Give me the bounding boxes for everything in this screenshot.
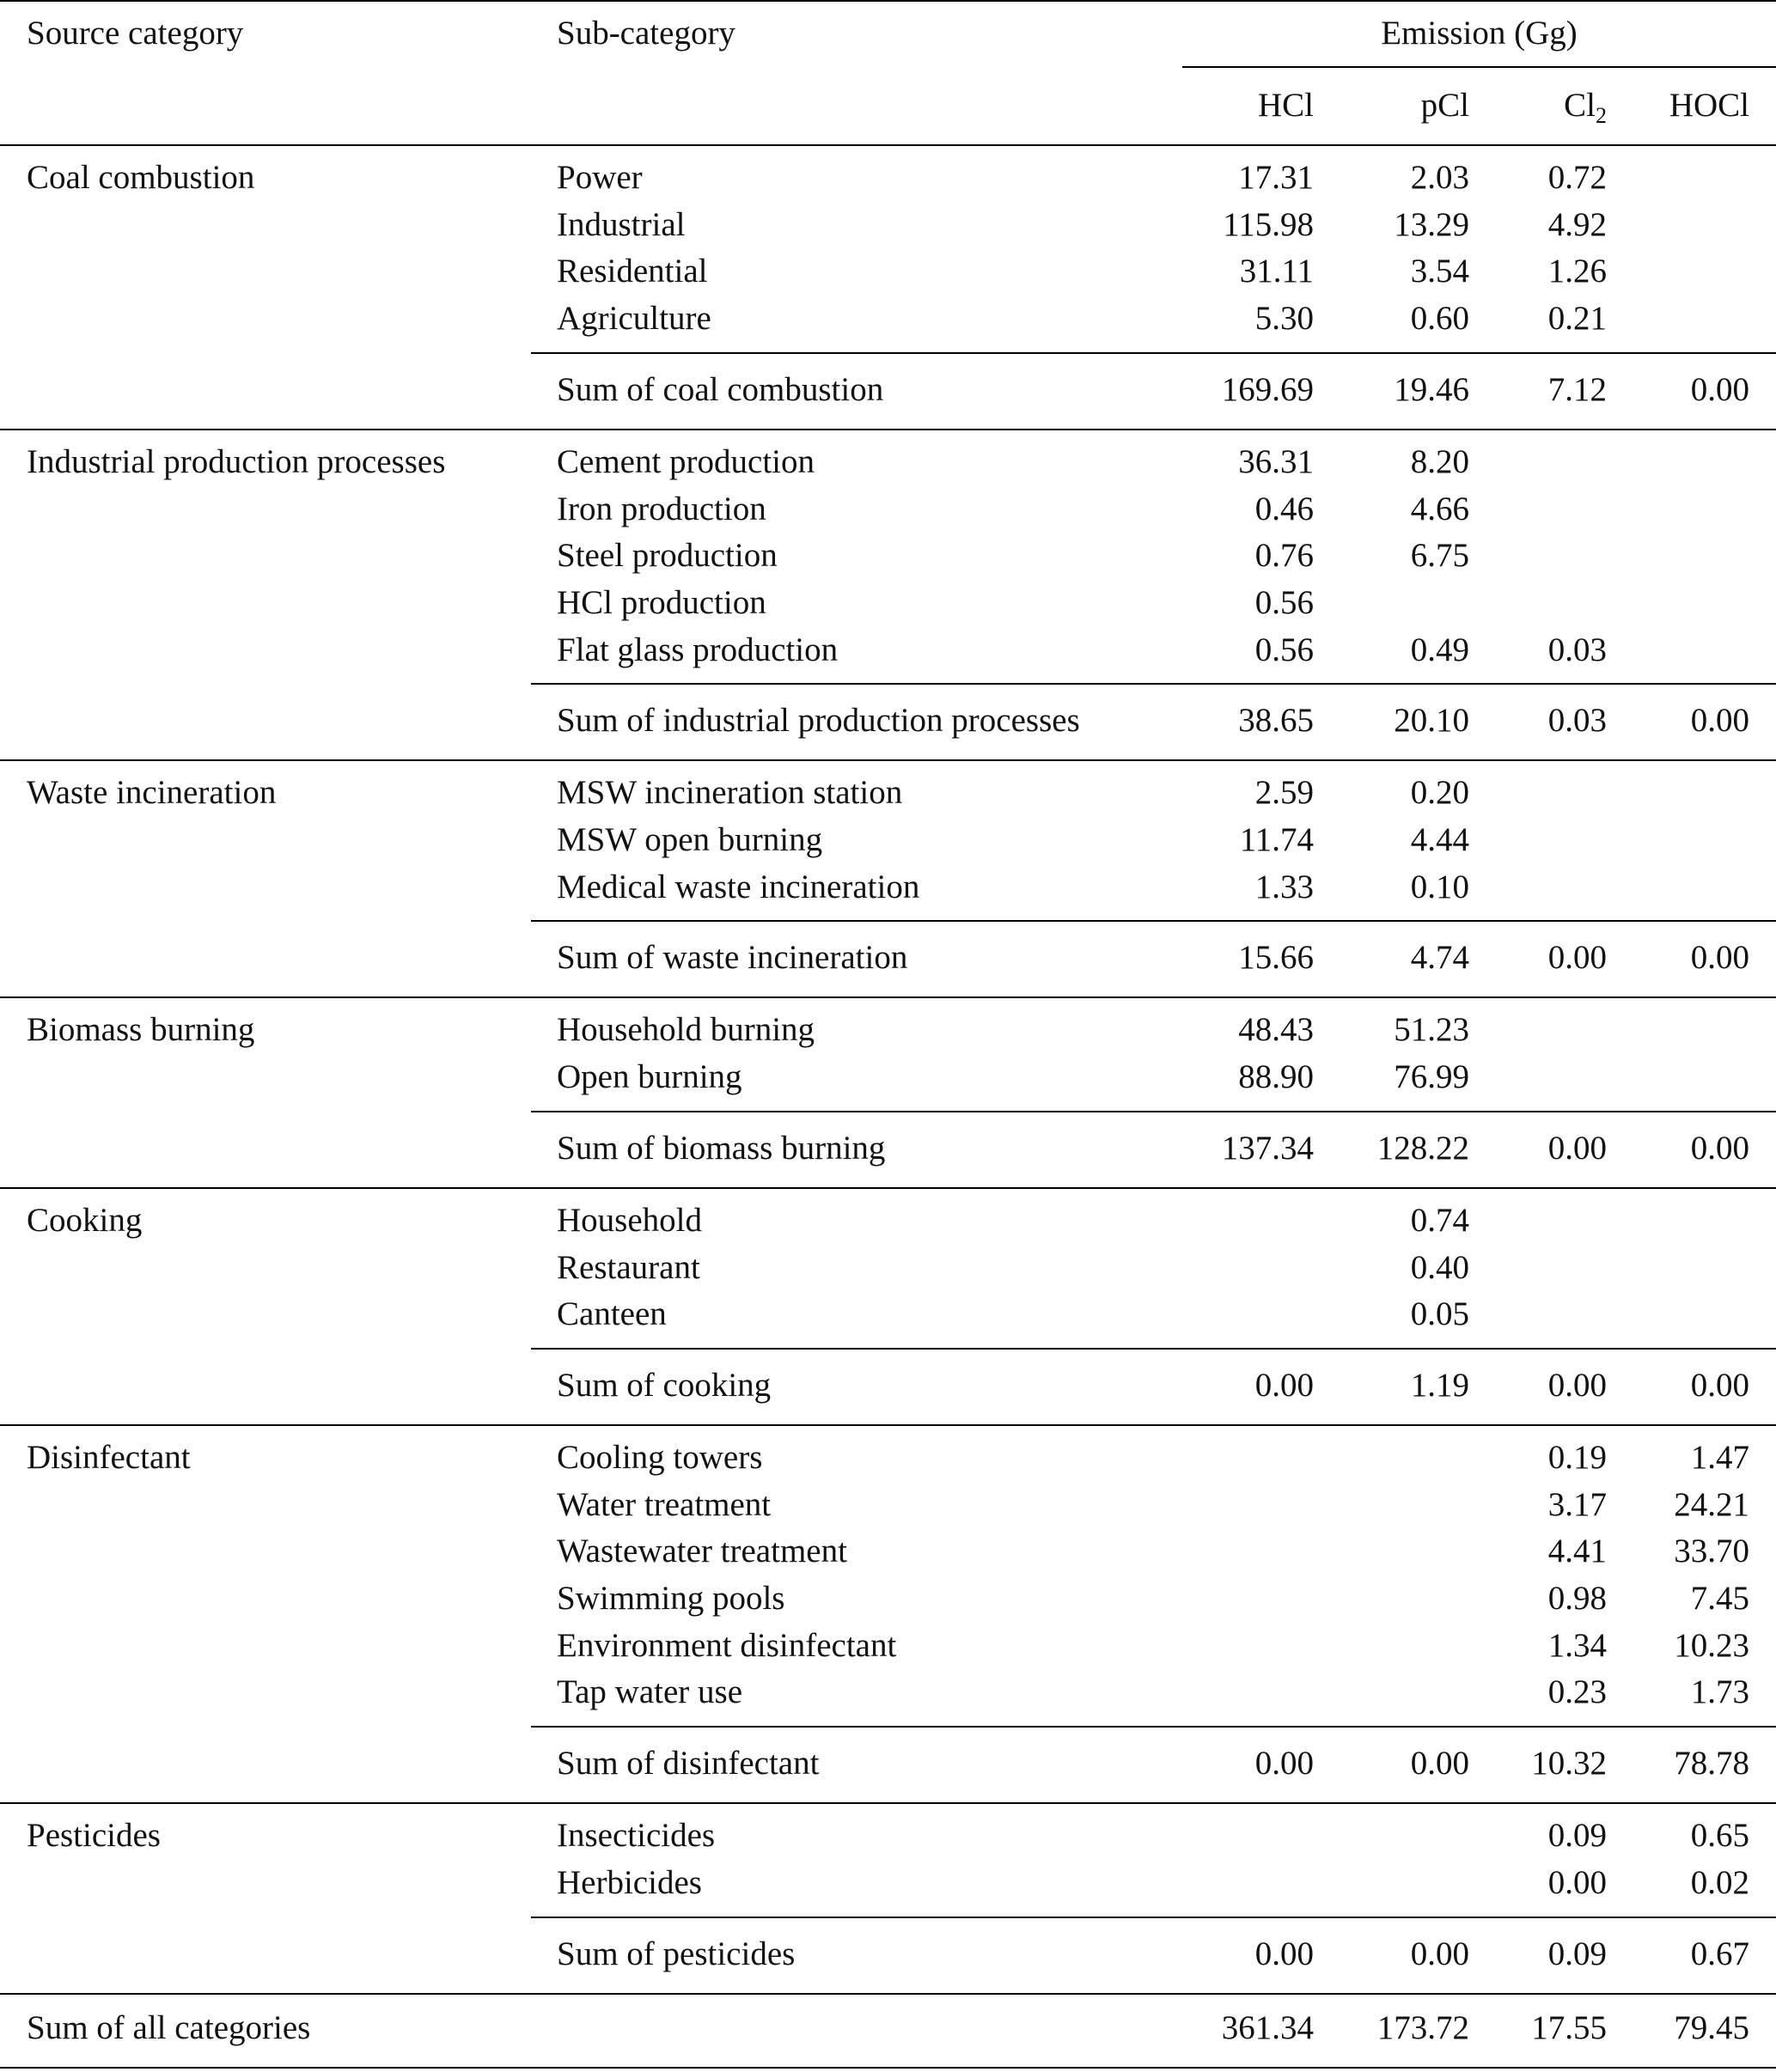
cl2-value: 0.72 xyxy=(1547,159,1607,196)
hocl-value: 0.02 xyxy=(1690,1863,1749,1901)
table-row xyxy=(0,155,1776,201)
table-row xyxy=(0,486,1776,533)
pcl-value: 8.20 xyxy=(1410,442,1469,480)
pcl-value: 4.66 xyxy=(1410,490,1469,527)
cl2-value: 0.03 xyxy=(1547,631,1607,668)
header-row-2 xyxy=(0,82,1776,129)
section-rule xyxy=(0,1802,1776,1804)
total-hocl: 79.45 xyxy=(1674,2008,1749,2046)
subtotal-row xyxy=(0,1740,1776,1787)
subtotal-label: Sum of disinfectant xyxy=(557,1745,820,1783)
pcl-value: 13.29 xyxy=(1394,205,1469,243)
subtotal-hcl: 0.00 xyxy=(1254,1366,1314,1404)
subtotal-row xyxy=(0,1362,1776,1409)
sub-category-label: Open burning xyxy=(557,1058,742,1096)
table-row xyxy=(0,770,1776,816)
pcl-value: 51.23 xyxy=(1394,1011,1469,1049)
sub-category-label: Industrial xyxy=(557,205,686,243)
subtotal-pcl: 4.74 xyxy=(1410,939,1469,977)
subtotal-pcl: 20.10 xyxy=(1394,702,1469,740)
table-row xyxy=(0,1197,1776,1244)
hcl-value: 1.33 xyxy=(1254,868,1314,905)
hcl-value: 0.76 xyxy=(1254,537,1314,575)
cl2-value: 3.17 xyxy=(1547,1485,1607,1523)
subtotal-label: Sum of pesticides xyxy=(557,1935,796,1972)
hcl-value: 11.74 xyxy=(1239,821,1314,858)
hcl-value: 2.59 xyxy=(1254,774,1314,812)
table-row xyxy=(0,248,1776,295)
subtotal-hocl: 0.00 xyxy=(1690,1366,1749,1404)
sub-category-label: Swimming pools xyxy=(557,1580,785,1617)
subtotal-rule xyxy=(531,683,1776,685)
hocl-value: 1.73 xyxy=(1690,1673,1749,1711)
top-rule xyxy=(0,0,1776,2)
subtotal-rule xyxy=(531,1917,1776,1918)
source-category-label: Industrial production processes xyxy=(27,442,446,480)
subtotal-hocl: 0.67 xyxy=(1690,1935,1749,1972)
sub-category-label: Agriculture xyxy=(557,300,711,338)
sub-category-label: Herbicides xyxy=(557,1863,702,1901)
subtotal-rule xyxy=(531,1111,1776,1112)
pcl-value: 2.03 xyxy=(1410,159,1469,196)
pcl-value: 0.60 xyxy=(1410,300,1469,338)
subtotal-rule xyxy=(531,920,1776,922)
table-row xyxy=(0,1528,1776,1575)
sub-category-label: Insecticides xyxy=(557,1817,716,1855)
header-source-category: Source category xyxy=(27,15,244,52)
sub-category-label: Medical waste incineration xyxy=(557,868,920,905)
table-row xyxy=(0,202,1776,248)
header-pcl: pCl xyxy=(1420,87,1469,124)
sub-category-label: Restaurant xyxy=(557,1248,700,1286)
pcl-value: 0.49 xyxy=(1410,631,1469,668)
subtotal-hcl: 15.66 xyxy=(1238,939,1314,977)
table-row xyxy=(0,627,1776,673)
subtotal-rule xyxy=(531,1726,1776,1728)
table-row xyxy=(0,1291,1776,1338)
cl2-value: 1.34 xyxy=(1547,1626,1607,1664)
source-category-label: Waste incineration xyxy=(27,774,277,812)
subtotal-rule xyxy=(531,352,1776,354)
table-row xyxy=(0,1813,1776,1859)
source-category-label: Cooking xyxy=(27,1201,143,1239)
header-bottom-rule xyxy=(0,144,1776,146)
cl2-value: 0.00 xyxy=(1547,1863,1607,1901)
sub-category-label: Flat glass production xyxy=(557,631,839,668)
sub-category-label: HCl production xyxy=(557,583,766,621)
hocl-value: 24.21 xyxy=(1674,1485,1749,1523)
section-rule xyxy=(0,1993,1776,1995)
subtotal-label: Sum of cooking xyxy=(557,1366,772,1404)
subtotal-cl2: 0.03 xyxy=(1547,702,1607,740)
header-hcl: HCl xyxy=(1257,87,1314,124)
hocl-value: 1.47 xyxy=(1690,1438,1749,1476)
pcl-value: 0.05 xyxy=(1410,1295,1469,1333)
hcl-value: 0.56 xyxy=(1254,583,1314,621)
section-rule xyxy=(0,996,1776,998)
cl2-value: 4.41 xyxy=(1547,1533,1607,1570)
subtotal-hocl: 0.00 xyxy=(1690,370,1749,408)
source-category-label: Coal combustion xyxy=(27,159,255,196)
hocl-value: 33.70 xyxy=(1674,1533,1749,1570)
hcl-value: 36.31 xyxy=(1238,442,1314,480)
total-hcl: 361.34 xyxy=(1221,2008,1314,2046)
cl2-value: 0.23 xyxy=(1547,1673,1607,1711)
pcl-value: 3.54 xyxy=(1410,253,1469,290)
subtotal-label: Sum of coal combustion xyxy=(557,370,884,408)
table-row xyxy=(0,1575,1776,1622)
sub-category-label: Tap water use xyxy=(557,1673,743,1711)
subtotal-hocl: 78.78 xyxy=(1674,1745,1749,1783)
subtotal-hcl: 38.65 xyxy=(1238,702,1314,740)
table-row xyxy=(0,817,1776,863)
sub-category-label: Household burning xyxy=(557,1011,815,1049)
subtotal-cl2: 0.00 xyxy=(1547,1129,1607,1167)
pcl-value: 0.40 xyxy=(1410,1248,1469,1286)
subtotal-pcl: 128.22 xyxy=(1376,1129,1469,1167)
subtotal-row xyxy=(0,1125,1776,1172)
pcl-value: 76.99 xyxy=(1394,1058,1469,1096)
sub-category-label: MSW incineration station xyxy=(557,774,903,812)
section-rule xyxy=(0,1187,1776,1189)
total-cl2: 17.55 xyxy=(1531,2008,1607,2046)
sub-category-label: Water treatment xyxy=(557,1485,772,1523)
total-pcl: 173.72 xyxy=(1376,2008,1469,2046)
subtotal-cl2: 0.00 xyxy=(1547,939,1607,977)
pcl-value: 0.20 xyxy=(1410,774,1469,812)
table-row xyxy=(0,1860,1776,1906)
table-row xyxy=(0,1245,1776,1291)
sub-category-label: Power xyxy=(557,159,643,196)
hcl-value: 0.46 xyxy=(1254,490,1314,527)
table-row xyxy=(0,533,1776,579)
source-category-label: Biomass burning xyxy=(27,1011,255,1049)
subtotal-row xyxy=(0,1931,1776,1978)
sub-category-label: MSW open burning xyxy=(557,821,823,858)
source-category-label: Disinfectant xyxy=(27,1438,191,1476)
cl2-value: 4.92 xyxy=(1547,205,1607,243)
subtotal-row xyxy=(0,935,1776,981)
sub-category-label: Wastewater treatment xyxy=(557,1533,847,1570)
header-cl2 xyxy=(1564,82,1607,129)
pcl-value: 0.74 xyxy=(1410,1201,1469,1239)
subtotal-pcl: 0.00 xyxy=(1410,1935,1469,1972)
header-cl2-subscript: 2 xyxy=(1596,103,1607,128)
sub-category-label: Cooling towers xyxy=(557,1438,763,1476)
table-row xyxy=(0,1482,1776,1528)
hocl-value: 7.45 xyxy=(1690,1580,1749,1617)
pcl-value: 6.75 xyxy=(1410,537,1469,575)
header-hocl: HOCl xyxy=(1669,87,1749,124)
table-row xyxy=(0,1623,1776,1669)
subtotal-pcl: 0.00 xyxy=(1410,1745,1469,1783)
hcl-value: 0.56 xyxy=(1254,631,1314,668)
subtotal-hocl: 0.00 xyxy=(1690,1129,1749,1167)
subtotal-row xyxy=(0,367,1776,413)
hocl-value: 0.65 xyxy=(1690,1817,1749,1855)
subtotal-hcl: 0.00 xyxy=(1254,1745,1314,1783)
subtotal-hcl: 0.00 xyxy=(1254,1935,1314,1972)
subtotal-row xyxy=(0,698,1776,744)
table-row xyxy=(0,1054,1776,1100)
subtotal-cl2: 10.32 xyxy=(1531,1745,1607,1783)
cl2-value: 1.26 xyxy=(1547,253,1607,290)
table-row xyxy=(0,1435,1776,1481)
table-row xyxy=(0,580,1776,626)
hcl-value: 31.11 xyxy=(1239,253,1314,290)
hcl-value: 17.31 xyxy=(1238,159,1314,196)
total-row xyxy=(0,2005,1776,2051)
subtotal-pcl: 19.46 xyxy=(1394,370,1469,408)
table-row xyxy=(0,1007,1776,1053)
sub-category-label: Household xyxy=(557,1201,702,1239)
sub-category-label: Residential xyxy=(557,253,708,290)
bottom-rule xyxy=(0,2067,1776,2069)
subtotal-label: Sum of industrial production processes xyxy=(557,702,1080,740)
header-emission-group: Emission (Gg) xyxy=(1381,15,1578,52)
sub-category-label: Cement production xyxy=(557,442,815,480)
sub-category-label: Canteen xyxy=(557,1295,667,1333)
subtotal-hocl: 0.00 xyxy=(1690,702,1749,740)
cl2-value: 0.21 xyxy=(1547,300,1607,338)
sub-category-label: Steel production xyxy=(557,537,778,575)
subtotal-cl2: 0.09 xyxy=(1547,1935,1607,1972)
sub-category-label: Iron production xyxy=(557,490,766,527)
hocl-value: 10.23 xyxy=(1674,1626,1749,1664)
subtotal-label: Sum of waste incineration xyxy=(557,939,908,977)
hcl-value: 48.43 xyxy=(1238,1011,1314,1049)
subtotal-label: Sum of biomass burning xyxy=(557,1129,886,1167)
hcl-value: 5.30 xyxy=(1254,300,1314,338)
section-rule xyxy=(0,1424,1776,1426)
section-rule xyxy=(0,429,1776,430)
table-row xyxy=(0,439,1776,485)
header-sub-category: Sub-category xyxy=(557,15,735,52)
header-row-1 xyxy=(0,10,1776,57)
hcl-value: 88.90 xyxy=(1238,1058,1314,1096)
total-label: Sum of all categories xyxy=(27,2008,311,2046)
header-cl2-base: Cl xyxy=(1564,87,1596,124)
subtotal-cl2: 0.00 xyxy=(1547,1366,1607,1404)
pcl-value: 0.10 xyxy=(1410,868,1469,905)
emission-group-rule xyxy=(1182,66,1776,68)
table-row xyxy=(0,1669,1776,1715)
subtotal-pcl: 1.19 xyxy=(1410,1366,1469,1404)
subtotal-hcl: 169.69 xyxy=(1221,370,1314,408)
subtotal-rule xyxy=(531,1348,1776,1350)
subtotal-cl2: 7.12 xyxy=(1547,370,1607,408)
source-category-label: Pesticides xyxy=(27,1817,161,1855)
sub-category-label: Environment disinfectant xyxy=(557,1626,897,1664)
subtotal-hocl: 0.00 xyxy=(1690,939,1749,977)
pcl-value: 4.44 xyxy=(1410,821,1469,858)
subtotal-hcl: 137.34 xyxy=(1221,1129,1314,1167)
cl2-value: 0.19 xyxy=(1547,1438,1607,1476)
section-rule xyxy=(0,759,1776,761)
hcl-value: 115.98 xyxy=(1223,205,1314,243)
table-row xyxy=(0,296,1776,342)
table-row xyxy=(0,864,1776,911)
cl2-value: 0.09 xyxy=(1547,1817,1607,1855)
cl2-value: 0.98 xyxy=(1547,1580,1607,1617)
